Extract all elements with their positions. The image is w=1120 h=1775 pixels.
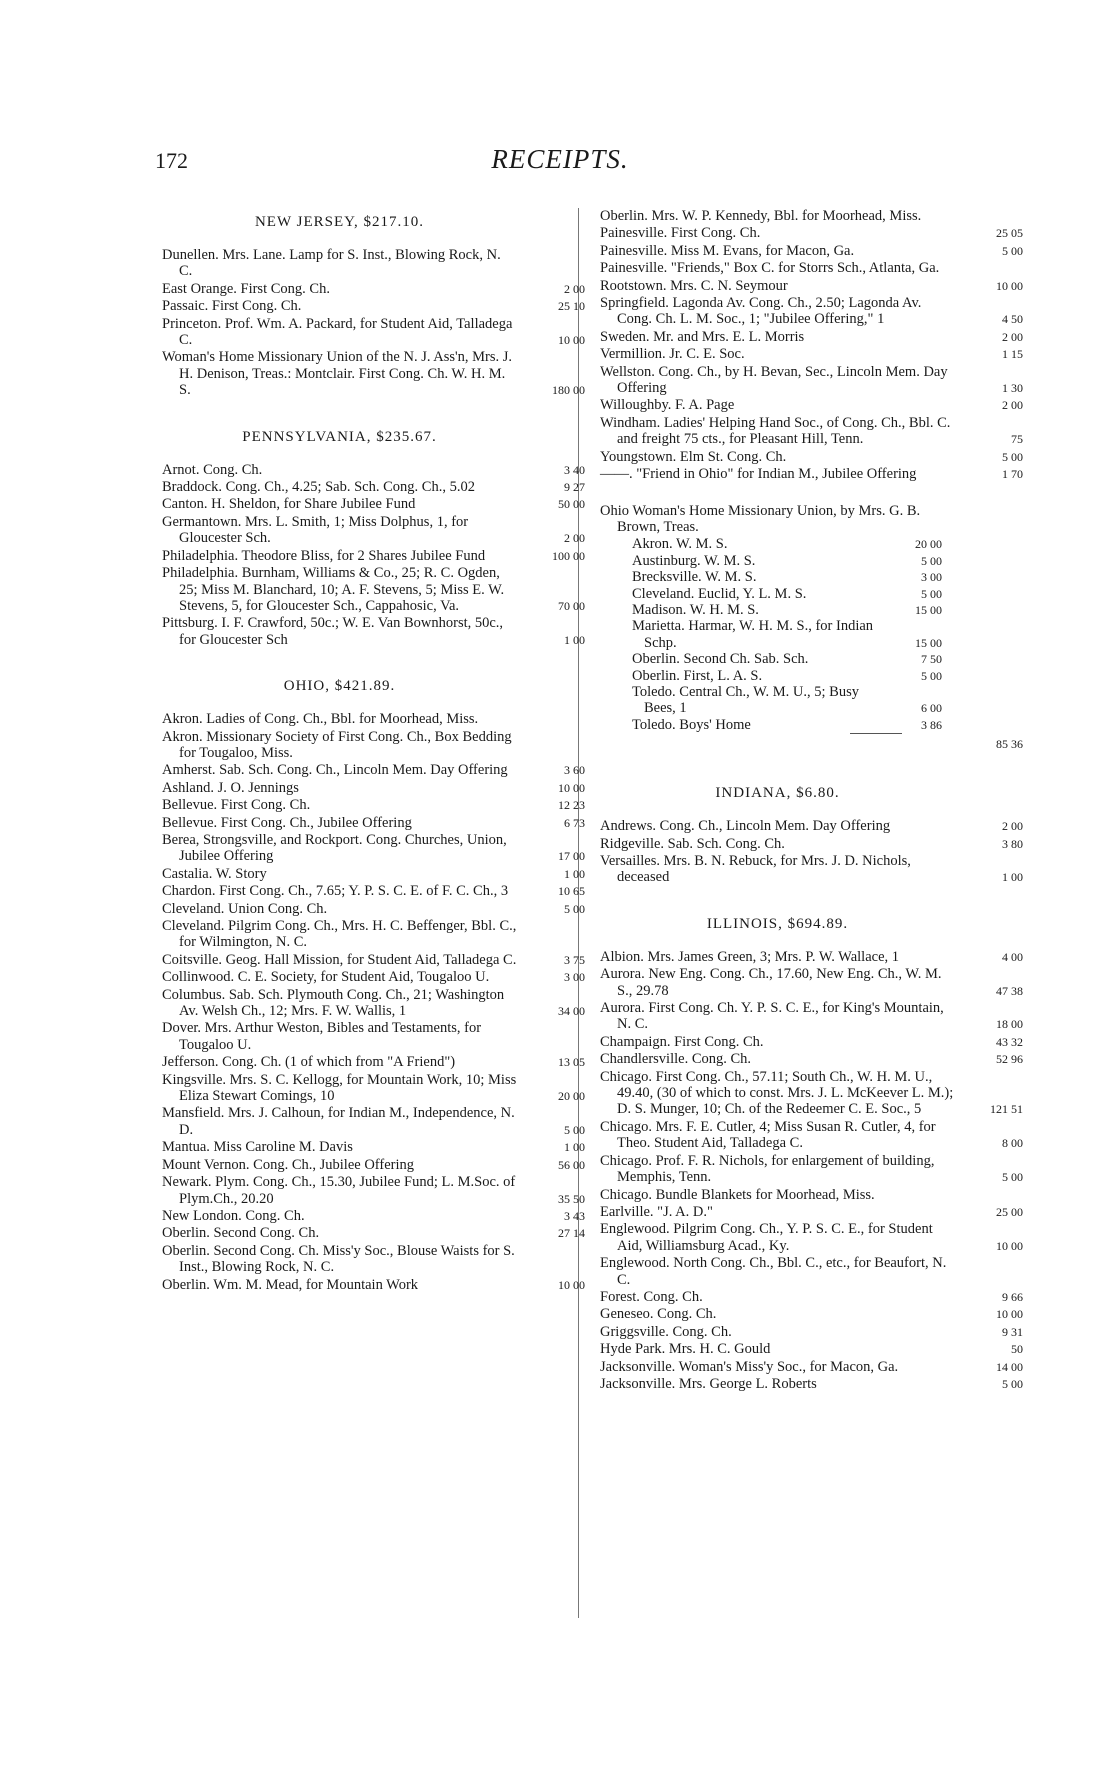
- entry-text: Oberlin. First, L. A. S.: [632, 667, 763, 684]
- entry-text: Andrews. Cong. Ch., Lincoln Mem. Day Offering: [600, 818, 891, 835]
- receipt-entry: [162, 461, 585, 478]
- entry-text: Griggsville. Cong. Ch.: [600, 1323, 732, 1340]
- entry-amount: 20 00: [915, 537, 942, 552]
- receipt-entry: [162, 729, 517, 762]
- entry-text: Painesville. "Friends," Box C. for Storrs Sch., Atlanta, Ga.: [600, 260, 940, 277]
- entry-amount: 1 30: [1002, 381, 1023, 396]
- section-heading: INDIANA, $6.80.: [715, 785, 840, 802]
- entry-amount: 4 50: [1002, 312, 1023, 327]
- entry-amount: 5 00: [921, 586, 942, 601]
- entry-amount: 52 96: [996, 1052, 1023, 1067]
- entry-text: Dover. Mrs. Arthur Weston, Bibles and Testaments, for Tougaloo U.: [162, 1020, 482, 1053]
- entry-text: Jacksonville. Woman's Miss'y Soc., for Macon, Ga.: [600, 1358, 899, 1375]
- section-indiana: [600, 785, 1023, 886]
- entry-amount: 1 15: [1002, 347, 1023, 362]
- entry-amount: 3 40: [564, 462, 585, 477]
- receipt-entry: [162, 1174, 585, 1207]
- entry-amount: 180 00: [552, 383, 585, 398]
- entry-amount: 56 00: [558, 1157, 585, 1172]
- entry-amount: 25 05: [996, 226, 1023, 241]
- entry-amount: 3 43: [564, 1208, 585, 1223]
- entry-text: Champaign. First Cong. Ch.: [600, 1033, 764, 1050]
- receipt-entry: [600, 1118, 1023, 1152]
- entry-text: Chicago. Prof. F. R. Nichols, for enlargement of building, Memphis, Tenn.: [600, 1152, 935, 1186]
- receipt-entry: [600, 1187, 955, 1203]
- receipt-entry: [600, 1341, 1023, 1358]
- receipt-entry: [162, 280, 585, 297]
- entry-text: Philadelphia. Burnham, Williams & Co., 25; R. C. Ogden, 25; Miss M. Blanchard, 10; A. F. Stevens, 5; Miss E. W. Stevens, 5, for Gloucester Sch., Cappahosic, Va.: [162, 565, 505, 614]
- receipt-entry: [600, 1000, 1023, 1033]
- entry-amount: 9 31: [1002, 1324, 1023, 1339]
- entry-amount: 9 66: [1002, 1289, 1023, 1304]
- receipt-entry: [600, 1358, 1023, 1375]
- entry-text: Aurora. First Cong. Ch. Y. P. S. C. E., for King's Mountain, N. C.: [600, 1000, 944, 1033]
- receipt-entry: [600, 1051, 1023, 1068]
- receipt-entry: [600, 966, 1023, 999]
- entry-amount: 25 00: [996, 1204, 1023, 1219]
- entry-text: Cleveland. Union Cong. Ch.: [162, 900, 328, 917]
- entry-text: Canton. H. Sheldon, for Share Jubilee Fund: [162, 496, 416, 513]
- entry-text: Coitsville. Geog. Hall Mission, for Student Aid, Talladega C.: [162, 951, 517, 968]
- union-subentry: [632, 667, 942, 684]
- entry-amount: 3 86: [921, 717, 942, 732]
- entry-text: Germantown. Mrs. L. Smith, 1; Miss Dolphus, 1, for Gloucester Sch.: [162, 513, 469, 547]
- receipt-entry: [162, 615, 585, 648]
- entry-amount: 1 00: [564, 866, 585, 881]
- entry-text: Akron. Missionary Society of First Cong. Ch., Box Bedding for Tougaloo, Miss.: [162, 728, 512, 761]
- entry-text: Cleveland. Pilgrim Cong. Ch., Mrs. H. C. Beffenger, Bbl. C., for Wilmington, N. C.: [162, 918, 517, 951]
- entry-text: Aurora. New Eng. Cong. Ch., 17.60, New Eng. Ch., W. M. S., 29.78: [600, 966, 942, 999]
- section-heading: NEW JERSEY, $217.10.: [254, 214, 425, 230]
- entry-text: New London. Cong. Ch.: [162, 1207, 305, 1224]
- entry-text: Ashland. J. O. Jennings: [162, 779, 299, 796]
- receipt-entry: [162, 883, 585, 900]
- ohio-union-total: [600, 733, 1023, 755]
- entry-amount: 10 00: [558, 333, 585, 348]
- entry-amount: 27 14: [558, 1226, 585, 1241]
- receipt-entry: [600, 1033, 1023, 1050]
- receipt-entry: [162, 547, 585, 564]
- receipt-entry: [600, 1152, 1023, 1186]
- entry-text: East Orange. First Cong. Ch.: [162, 280, 330, 297]
- entry-amount: 3 00: [921, 570, 942, 585]
- entry-text: Toledo. Central Ch., W. M. U., 5; Busy Bees, 1: [632, 683, 859, 717]
- receipt-entry: [600, 277, 1023, 294]
- entry-text: Wellston. Cong. Ch., by H. Bevan, Sec., Lincoln Mem. Day Offering: [600, 363, 948, 397]
- entry-amount: 1 00: [1002, 870, 1023, 885]
- receipt-entry: [162, 1243, 517, 1276]
- receipt-entry: [162, 900, 585, 917]
- union-subentry: [632, 569, 942, 586]
- entry-text: Forest. Cong. Ch.: [600, 1288, 703, 1305]
- entry-amount: 5 00: [921, 668, 942, 683]
- receipt-entry: [162, 565, 585, 614]
- entry-amount: 7 50: [921, 652, 942, 667]
- entry-amount: 1 00: [564, 1140, 585, 1155]
- receipt-entry: [162, 496, 585, 513]
- receipt-entry: [162, 951, 585, 968]
- entry-text: Passaic. First Cong. Ch.: [162, 298, 302, 315]
- entry-text: Oberlin. Second Cong. Ch.: [162, 1225, 320, 1242]
- entry-text: Youngstown. Elm St. Cong. Ch.: [600, 448, 787, 465]
- entry-text: Ridgeville. Sab. Sch. Cong. Ch.: [600, 835, 785, 852]
- entry-text: Hyde Park. Mrs. H. C. Gould: [600, 1341, 771, 1358]
- receipt-entry: [600, 448, 1023, 465]
- entry-amount: 5 00: [1002, 1376, 1023, 1391]
- entry-amount: 6 00: [921, 701, 942, 716]
- entry-text: Princeton. Prof. Wm. A. Packard, for Student Aid, Talladega C.: [162, 315, 513, 349]
- entry-amount: 14 00: [996, 1359, 1023, 1374]
- entry-amount: 5 00: [1002, 243, 1023, 258]
- entry-text: Philadelphia. Theodore Bliss, for 2 Shares Jubilee Fund: [162, 547, 486, 564]
- receipt-entry: [600, 853, 1023, 886]
- entry-text: Painesville. First Cong. Ch.: [600, 225, 761, 242]
- receipt-entry: [600, 363, 1023, 397]
- entry-amount: 18 00: [996, 1017, 1023, 1032]
- receipt-entry: [162, 1054, 585, 1071]
- running-head: RECEIPTS.: [491, 144, 629, 174]
- entry-amount: 4 00: [1002, 949, 1023, 964]
- entry-text: Oberlin. Second Cong. Ch. Miss'y Soc., Blouse Waists for S. Inst., Blowing Rock, N. C.: [162, 1242, 515, 1276]
- entry-text: Austinburg. W. M. S.: [632, 552, 756, 569]
- receipt-entry: [600, 346, 1023, 363]
- entry-text: Albion. Mrs. James Green, 3; Mrs. P. W. Wallace, 1: [600, 948, 900, 965]
- entry-text: Geneseo. Cong. Ch.: [600, 1306, 717, 1323]
- state-section: [162, 214, 585, 399]
- entry-text: Mansfield. Mrs. J. Calhoun, for Indian M., Independence, N. D.: [162, 1105, 515, 1138]
- receipt-entry: [162, 831, 585, 865]
- receipt-entry: [162, 1276, 585, 1293]
- receipt-entry: [162, 711, 517, 727]
- entry-text: Chicago. Bundle Blankets for Moorhead, Miss.: [600, 1186, 875, 1203]
- entry-text: Newark. Plym. Cong. Ch., 15.30, Jubilee Fund; L. M.Soc. of Plym.Ch., 20.20: [162, 1174, 516, 1207]
- entry-text: Woman's Home Missionary Union of the N. J. Ass'n, Mrs. J. H. Denison, Treas.: Montclair. First Cong. Ch. W. H. M. S.: [162, 349, 513, 399]
- union-subentry: [632, 618, 942, 651]
- receipt-entry: [162, 1105, 585, 1138]
- entry-text: Windham. Ladies' Helping Hand Soc., of Cong. Ch., Bbl. C. and freight 75 cts., for Pleasant Hill, Tenn.: [600, 414, 951, 448]
- entry-amount: 17 00: [558, 849, 585, 864]
- entry-amount: 70 00: [558, 598, 585, 613]
- state-section: [162, 428, 585, 648]
- entry-text: Jefferson. Cong. Ch. (1 of which from "A Friend"): [162, 1054, 456, 1071]
- entry-amount: 10 00: [996, 278, 1023, 293]
- entry-amount: 100 00: [552, 548, 585, 563]
- entry-amount: 10 00: [558, 780, 585, 795]
- entry-amount: 2 00: [1002, 398, 1023, 413]
- section-heading: PENNSYLVANIA, $235.67.: [242, 428, 437, 445]
- receipt-entry: [600, 1323, 1023, 1340]
- entry-amount: 2 00: [1002, 819, 1023, 834]
- entry-amount: 10 00: [996, 1307, 1023, 1322]
- entry-text: Willoughby. F. A. Page: [600, 397, 735, 414]
- entry-text: Mount Vernon. Cong. Ch., Jubilee Offering: [162, 1156, 414, 1173]
- entry-amount: 35 50: [558, 1191, 585, 1206]
- entry-text: ——. "Friend in Ohio" for Indian M., Jubilee Offering: [600, 466, 917, 483]
- receipt-entry: [162, 1139, 585, 1156]
- entry-amount: 9 27: [564, 480, 585, 495]
- entry-text: Mantua. Miss Caroline M. Davis: [162, 1139, 353, 1156]
- entry-amount: 10 00: [996, 1238, 1023, 1253]
- entry-text: Earlville. "J. A. D.": [600, 1203, 713, 1220]
- entry-text: Castalia. W. Story: [162, 865, 267, 882]
- entry-text: Sweden. Mr. and Mrs. E. L. Morris: [600, 328, 805, 345]
- receipt-entry: [600, 1068, 1023, 1118]
- entry-amount: 5 00: [564, 901, 585, 916]
- entry-amount: 2 00: [1002, 329, 1023, 344]
- union-subentry: [632, 683, 942, 717]
- receipt-entry: [162, 969, 585, 986]
- receipt-entry: [600, 295, 1023, 328]
- entry-amount: 50: [1011, 1342, 1023, 1357]
- union-subentry: [632, 536, 942, 553]
- entry-text: Toledo. Boys' Home: [632, 716, 751, 733]
- receipt-entry: [600, 1288, 1023, 1305]
- entry-amount: 1 70: [1002, 467, 1023, 482]
- entry-text: Englewood. North Cong. Ch., Bbl. C., etc., for Beaufort, N. C.: [600, 1255, 947, 1288]
- entry-text: Collinwood. C. E. Society, for Student Aid, Tougaloo U.: [162, 969, 490, 986]
- entry-text: Oberlin. Wm. M. Mead, for Mountain Work: [162, 1276, 419, 1293]
- entry-amount: 3 80: [1002, 836, 1023, 851]
- left-column: [162, 208, 585, 1313]
- entry-amount: 3 00: [564, 970, 585, 985]
- entry-text: Akron. W. M. S.: [632, 536, 728, 553]
- receipt-entry: [162, 1156, 585, 1173]
- receipt-entry: [162, 797, 585, 814]
- page-number: 172: [155, 148, 188, 173]
- receipt-entry: [162, 1225, 585, 1242]
- entry-text: Oberlin. Second Ch. Sab. Sch.: [632, 651, 809, 668]
- receipt-entry: [162, 762, 585, 779]
- entry-text: Kingsville. Mrs. S. C. Kellogg, for Mountain Work, 10; Miss Eliza Stewart Comings, 10: [162, 1071, 517, 1105]
- section-heading: OHIO, $421.89.: [283, 678, 396, 695]
- receipt-entry: [600, 242, 1023, 259]
- entry-text: Versailles. Mrs. B. N. Rebuck, for Mrs. J. D. Nichols, deceased: [600, 853, 911, 886]
- receipt-entry: [600, 1203, 1023, 1220]
- receipt-entry: [600, 397, 1023, 414]
- entry-amount: 15 00: [915, 602, 942, 617]
- entry-amount: 5 00: [564, 1122, 585, 1137]
- entry-text: Brecksville. W. M. S.: [632, 569, 757, 586]
- entry-text: Bellevue. First Cong. Ch.: [162, 797, 311, 814]
- entry-amount: 10 65: [558, 884, 585, 899]
- entry-text: Berea, Strongsville, and Rockport. Cong. Churches, Union, Jubilee Offering: [162, 831, 507, 865]
- receipt-entry: [600, 1306, 1023, 1323]
- receipt-entry: [600, 1255, 955, 1288]
- entry-amount: 20 00: [558, 1089, 585, 1104]
- receipt-entry: [600, 208, 955, 224]
- entry-amount: 5 00: [921, 553, 942, 568]
- entry-text: Pittsburg. I. F. Crawford, 50c.; W. E. Van Bownhorst, 50c., for Gloucester Sch: [162, 615, 504, 648]
- receipt-entry: [162, 315, 585, 349]
- entry-text: Vermillion. Jr. C. E. Soc.: [600, 346, 745, 363]
- entry-text: Cleveland. Euclid, Y. L. M. S.: [632, 585, 807, 602]
- entry-text: Chicago. Mrs. F. E. Cutler, 4; Miss Susan R. Cutler, 4, for Theo. Student Aid, Talladega C.: [600, 1118, 936, 1152]
- entry-amount: 8 00: [1002, 1136, 1023, 1151]
- receipt-entry: [162, 1207, 585, 1224]
- receipt-entry: [600, 1375, 1023, 1392]
- entry-text: Amherst. Sab. Sch. Cong. Ch., Lincoln Mem. Day Offering: [162, 762, 508, 779]
- ohio-union-group: [600, 502, 1023, 756]
- entry-amount: 25 10: [558, 299, 585, 314]
- receipt-entry: [162, 865, 585, 882]
- entry-amount: 2 00: [564, 281, 585, 296]
- receipt-entry: [162, 1020, 517, 1053]
- ohio-union-intro: Ohio Woman's Home Missionary Union, by Mrs. G. B. Brown, Treas.: [600, 502, 921, 535]
- entry-amount: 12 23: [558, 798, 585, 813]
- entry-amount: 15 00: [915, 635, 942, 650]
- entry-text: Marietta. Harmar, W. H. M. S., for Indian Schp.: [632, 618, 874, 651]
- entry-text: Chicago. First Cong. Ch., 57.11; South Ch., W. H. M. U., 49.40, (30 of which to const. Mrs. J. L. McKeever L. M.); D. S. Munger, 10; Ch. of the Redeemer C. E. Soc., 5: [600, 1068, 954, 1118]
- entry-text: Rootstown. Mrs. C. N. Seymour: [600, 277, 788, 294]
- receipt-entry: [162, 513, 585, 547]
- receipt-entry: [162, 986, 585, 1020]
- entry-text: Englewood. Pilgrim Cong. Ch., Y. P. S. C. E., for Student Aid, Williamsburg Acad., Ky.: [600, 1221, 933, 1254]
- receipt-entry: [600, 948, 1023, 965]
- receipt-entry: [162, 779, 585, 796]
- section-illinois: [600, 915, 1023, 1393]
- section-heading: ILLINOIS, $694.89.: [706, 915, 849, 932]
- entry-text: Chardon. First Cong. Ch., 7.65; Y. P. S. C. E. of F. C. Ch., 3: [162, 883, 509, 900]
- entry-amount: 50 00: [558, 497, 585, 512]
- state-section: [162, 678, 585, 1293]
- entry-amount: 75: [1011, 432, 1023, 447]
- entry-amount: 121 51: [990, 1102, 1023, 1117]
- entry-text: Springfield. Lagonda Av. Cong. Ch., 2.50; Lagonda Av. Cong. Ch. L. M. Soc., 1; "Jubilee Offering," 1: [600, 295, 922, 328]
- receipt-entry: [162, 247, 517, 280]
- entry-amount: 10 00: [558, 1277, 585, 1292]
- entry-text: Columbus. Sab. Sch. Plymouth Cong. Ch., 21; Washington Av. Welsh Ch., 12; Mrs. F. W. Wallis, 1: [162, 986, 505, 1020]
- entry-amount: 34 00: [558, 1004, 585, 1019]
- union-subentry: [632, 552, 942, 569]
- receipt-entry: [162, 298, 585, 315]
- union-subentry: [632, 585, 942, 602]
- entry-text: Jacksonville. Mrs. George L. Roberts: [600, 1375, 817, 1392]
- ohio-union-total-amount: 85 36: [996, 737, 1023, 752]
- entry-text: Oberlin. Mrs. W. P. Kennedy, Bbl. for Moorhead, Miss.: [600, 208, 922, 224]
- receipt-entry: [600, 328, 1023, 345]
- entry-amount: 13 05: [558, 1055, 585, 1070]
- entry-amount: 47 38: [996, 983, 1023, 998]
- entry-amount: 5 00: [1002, 449, 1023, 464]
- entry-text: Bellevue. First Cong. Ch., Jubilee Offering: [162, 814, 412, 831]
- receipt-entry: [600, 225, 1023, 242]
- entry-text: Dunellen. Mrs. Lane. Lamp for S. Inst., Blowing Rock, N. C.: [162, 247, 501, 280]
- receipt-entry: [162, 1071, 585, 1105]
- receipt-entry: [600, 835, 1023, 852]
- union-subentry: [632, 601, 942, 618]
- entry-text: Akron. Ladies of Cong. Ch., Bbl. for Moorhead, Miss.: [162, 711, 479, 728]
- receipt-entry: [162, 918, 517, 951]
- right-column: [600, 208, 1023, 1412]
- union-subentry: [632, 716, 942, 733]
- receipt-entry: [162, 349, 585, 399]
- receipt-entry: [600, 1221, 1023, 1254]
- receipt-entry: [600, 414, 1023, 448]
- entry-amount: 5 00: [1002, 1170, 1023, 1185]
- receipt-entry: [600, 260, 955, 276]
- entry-text: Braddock. Cong. Ch., 4.25; Sab. Sch. Cong. Ch., 5.02: [162, 479, 475, 496]
- receipt-entry: [162, 814, 585, 831]
- receipt-entry: [600, 466, 1023, 483]
- union-subentry: [632, 651, 942, 668]
- entry-amount: 3 60: [564, 763, 585, 778]
- entry-text: Arnot. Cong. Ch.: [162, 461, 263, 478]
- entry-text: Madison. W. H. M. S.: [632, 601, 759, 618]
- entry-amount: 3 75: [564, 952, 585, 967]
- entry-text: Chandlersville. Cong. Ch.: [600, 1051, 752, 1068]
- entry-amount: 2 00: [564, 531, 585, 546]
- entry-amount: 1 00: [564, 632, 585, 647]
- entry-text: Painesville. Miss M. Evans, for Macon, Ga.: [600, 242, 855, 259]
- entry-amount: 6 73: [564, 815, 585, 830]
- section-ohio-continued: [600, 208, 1023, 483]
- receipt-entry: [600, 818, 1023, 835]
- receipt-entry: [162, 479, 585, 496]
- entry-amount: 43 32: [996, 1034, 1023, 1049]
